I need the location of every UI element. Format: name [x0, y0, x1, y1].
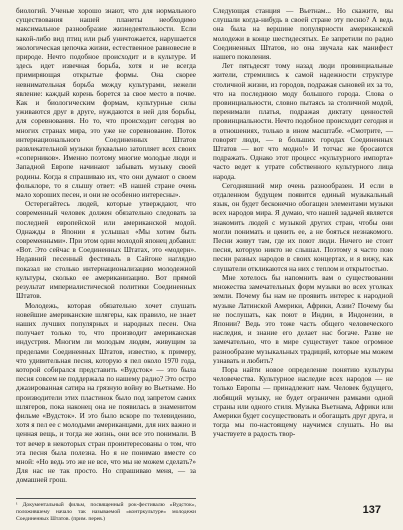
right-column — [213, 7, 393, 486]
right-paragraph-5: Пора найти новое определение понятию культуры человечества. Культурное наследие всех народов — не только Европы — принадлежит нам. Человек будущего, любящий музыку, не будет ограничен рамками одной страны или одного стиля. Музыка Вьетнама, Африки или Америки будет сосуществовать и обогащать друг друга, и тогда мы по-настоящему научимся слушать. Но вы участвуете в радость твор- — [213, 365, 393, 439]
footnote: ¹ Документальный фильм, посвященный рок-фестивалю «Вудсток», положившему начало так называемой «контркультуре» молодежи Соединенных Штатов. (прим. перев.) — [16, 498, 196, 522]
left-paragraph-3: Молодежь, которая обязательно хочет слушать новейшие американские шлягеры, как правило, не знает наших лучших популярных и народных песен. Она получает только то, что производит американская индустрия. Многим ли молодым людям, живущим за пределами Соединенных Штатов, известно, к примеру, что удивительная песня, которую я пел около 1970 года, которой собирался представить «Вудсток» — это была песня совсем не поддержала по нашему радио? Это остро джазированная сатира на грязную войну во Вьетнаме. Но производители этих пластинок было под запретом самих шлягеров, пока наконец она не появилась в знаменитом фильме «Вудсток». И это было вскоре по телевидению, хотя я пел ее с молодыми американцами, для них важно и ценная вещь, и тогда же жизнь, они все это понимали. В тот вечер в некоторых стран проинтересованы о том, что эта песня была полезна. Но я не понимаю вместе со мной: «Но ведь это же не все, что мы не можем сделать?» Для нас не так просто. Но спрашиваю меня, — за домашней грош. — [16, 301, 196, 485]
right-paragraph-3: Сегодняшний мир очень разнообразен. И если в отдаленном будущем появится единый музыкальный язык, он будет бесконечно обогащен элементами музыки всех народов мира. Я думаю, что нашей задачей является знакомить людей с музыкой других стран, чтобы они могли понимать и ценить ее, а не бояться незнакомого. Песни живут там, где их поют люди. Ничего не стоит песня, которую никто не слышал. Поэтому я часто пою песни разных народов в своих концертах, и я вижу, как слушатели откликаются на них с теплом и открытостью. — [213, 181, 393, 273]
text-columns — [16, 7, 393, 486]
left-paragraph-1: биологий. Ученые хорошо знают, что для нормального существования нашей планеты необходимо максимальное разнообразие жизнедеятельности. Если какой-либо вид птиц или рыб уничтожается, нарушается экологическая цепочка жизни, естественное равновесие в природе. Нечто подобное происходит и в культуре. И здесь идет извечная борьба, хотя и не всегда примиряющая открытые формы. Она скорее невнимательная борьба между культурами, нежели явление: каждый корень борется за свое место в почве. Как и биологическим формам, культурные силы уживаются друг в друге, нуждаются в ней для борьбы, для соревнования. Но то, что происходит сегодня во многих странах мира, это уже не соревнование. Поток интернационального Соединенных Штатов развлекательной музыки буквально затопляет всех своих «соперников». Именно поэтому многие молодые люди и Западной Европе начинают забывать музыку своей родины. Когда я спрашиваю их, что они думают о своем фольклоре, то я слышу ответ: «В нашей стране очень мало хороших песен, и они не особенно интересны». — [16, 7, 196, 200]
page-number: 137 — [362, 504, 381, 516]
right-paragraph-1: Следующая станция — Вьетнам... Но скажите, вы слушали когда-нибудь в своей стране эту песню? А ведь она была на вершине популярности американской молодежи в конце шестидесятых. Ее запретили по радио Соединенных Штатов, но она звучала как манифест нашего поколения. — [213, 7, 393, 62]
left-column — [16, 7, 196, 486]
left-paragraph-2: Остерегайтесь людей, которые утверждают, что современный человек должен обязательно следовать за последней европейской или американской модой. Однажды в Японии я услышал «Мы хотим быть современными». При этом один молодой японец добавил: «Вот. Это сейчас в Соединенных Штатах, это «модерн». Недавний песенный фестиваль в Сайгоне наглядно показал не столько интернационализацию молодежной культуры, сколько ее американизацию. Вот прямой результат империалистической политики Соединенных Штатов. — [16, 200, 196, 301]
right-paragraph-2: Лет пятьдесят тому назад люди провинциальные жители, стремились к самой надежности структуре столичной жизни, из городов, подражая сыновей их за то, что на последнюю моду большого города. Слова о провинциальности, словно пытаясь за столичной модой, перенимали платья, подражая диктату ценностей провинциальности. Нечто подобное происходит сегодня и в отношениях, только в ином масштабе. «Смотрите, — говорят люди, — в больших городах Соединенных Штатов — вот что модно!» И тотчас же бросаются подражать. Однако этот процесс «культурного импорта» часто ведет к утрате собственного культурного лица народа. — [213, 62, 393, 181]
right-paragraph-4: Мне хотелось бы напомнить вам о существовании множества замечательных форм музыки во всех уголках земли. Почему бы нам не проявить интерес к народной музыке Латинской Америки, Африки, Азии? Почему бы не послушать, как поют в Индии, в Индонезии, в Японии? Ведь это тоже часть общего человеческого наследия, и знание его делает нас богаче. Разве не замечательно, что в мире существует такое огромное разнообразие музыкальных традиций, которые мы можем узнавать и любить? — [213, 273, 393, 365]
